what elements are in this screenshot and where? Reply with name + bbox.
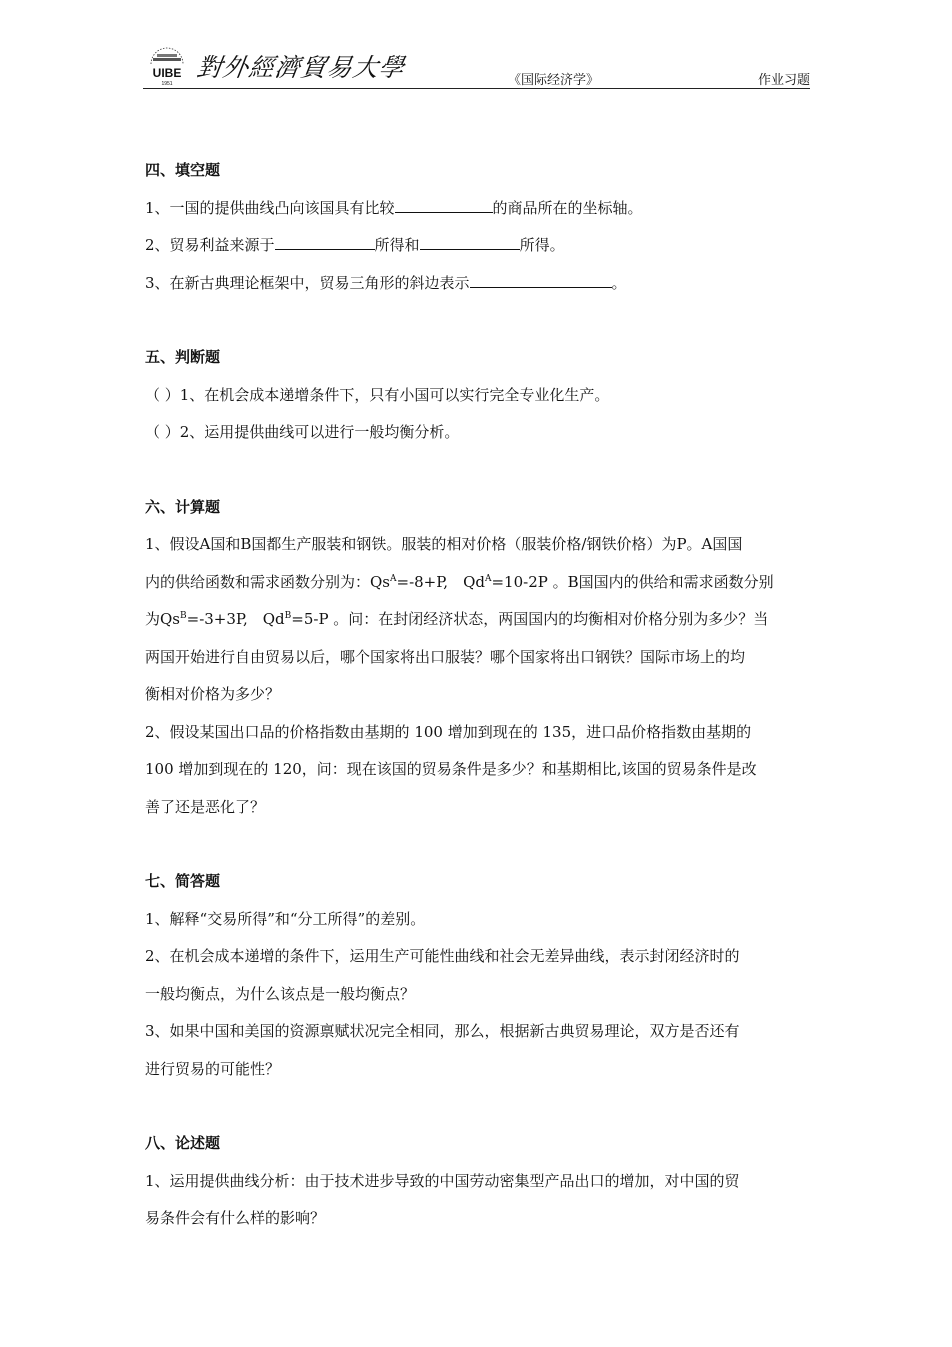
question: 1、一国的提供曲线凸向该国具有比较 的商品所在的坐标轴。 — [145, 198, 643, 217]
document-type: 作业习题 — [757, 73, 810, 88]
question-line: 100 增加到现在的 120，问：现在该国的贸易条件是多少？和基期相比,该国的贸易条件是改 — [145, 760, 757, 778]
question-line: 进行贸易的可能性？ — [145, 1059, 281, 1078]
answer-blank — [470, 286, 612, 288]
question-line: 2、在机会成本递增的条件下，运用生产可能性曲线和社会无差异曲线，表示封闭经济时的 — [145, 947, 740, 965]
section-title: 八、论述题 — [145, 1134, 221, 1152]
question-line: 2、假设某国出口品的价格指数由基期的 100 增加到现在的 135，进口品价格指数由基期的 — [145, 722, 752, 741]
university-logo — [145, 44, 189, 86]
question-line: 为$Qs^B=-3+3P$, $Qd^B=5-P$ 。问：在封闭经济状态，两国国内的均衡相对价格分别为多少？当 — [145, 610, 769, 628]
course-title: 《国际经济学》 — [508, 73, 600, 88]
svg-text:1951: 1951 — [161, 81, 173, 86]
university-name: 對外經濟貿易大學 — [194, 53, 407, 82]
answer-blank — [420, 248, 520, 250]
question: 2、贸易利益来源于 所得和 所得。 — [145, 236, 565, 254]
answer-blank — [395, 211, 493, 213]
question-line: 两国开始进行自由贸易以后，哪个国家将出口服装？哪个国家将出口钢铁？国际市场上的均 — [145, 647, 746, 666]
page-header — [143, 40, 810, 89]
svg-text:UIBE: UIBE — [152, 66, 182, 80]
document-body — [145, 152, 811, 1238]
answer-blank — [275, 248, 375, 250]
question: （ ）2、运用提供曲线可以进行一般均衡分析。 — [145, 423, 460, 441]
question: 1、解释“交易所得”和“分工所得”的差别。 — [145, 909, 426, 928]
section-title: 七、简答题 — [145, 872, 221, 890]
section-title: 五、判断题 — [145, 348, 221, 366]
question-line: 内的供给函数和需求函数分别为：$Qs^A=-8+P$, $Qd^A=10-2P$ 。B国国内的供给和需求函数分别 — [145, 572, 774, 591]
section-title: 四、填空题 — [145, 161, 221, 179]
question-line: 衡相对价格为多少？ — [145, 685, 281, 703]
question: 3、在新古典理论框架中，贸易三角形的斜边表示 。 — [145, 273, 627, 292]
section-title: 六、计算题 — [145, 497, 221, 516]
question-line: 1、假设A国和B国都生产服装和钢铁。服装的相对价格（服装价格/钢铁价格）为P。A国国 — [145, 535, 743, 553]
question-line: 一般均衡点，为什么该点是一般均衡点？ — [145, 984, 416, 1003]
question-line: 善了还是恶化了？ — [145, 797, 266, 816]
question-line: 3、如果中国和美国的资源禀赋状况完全相同，那么，根据新古典贸易理论，双方是否还有 — [145, 1022, 740, 1040]
question: （ ）1、在机会成本递增条件下，只有小国可以实行完全专业化生产。 — [145, 385, 610, 404]
question-line: 易条件会有什么样的影响？ — [145, 1209, 326, 1227]
question-line: 1、运用提供曲线分析：由于技术进步导致的中国劳动密集型产品出口的增加，对中国的贸 — [145, 1171, 740, 1190]
